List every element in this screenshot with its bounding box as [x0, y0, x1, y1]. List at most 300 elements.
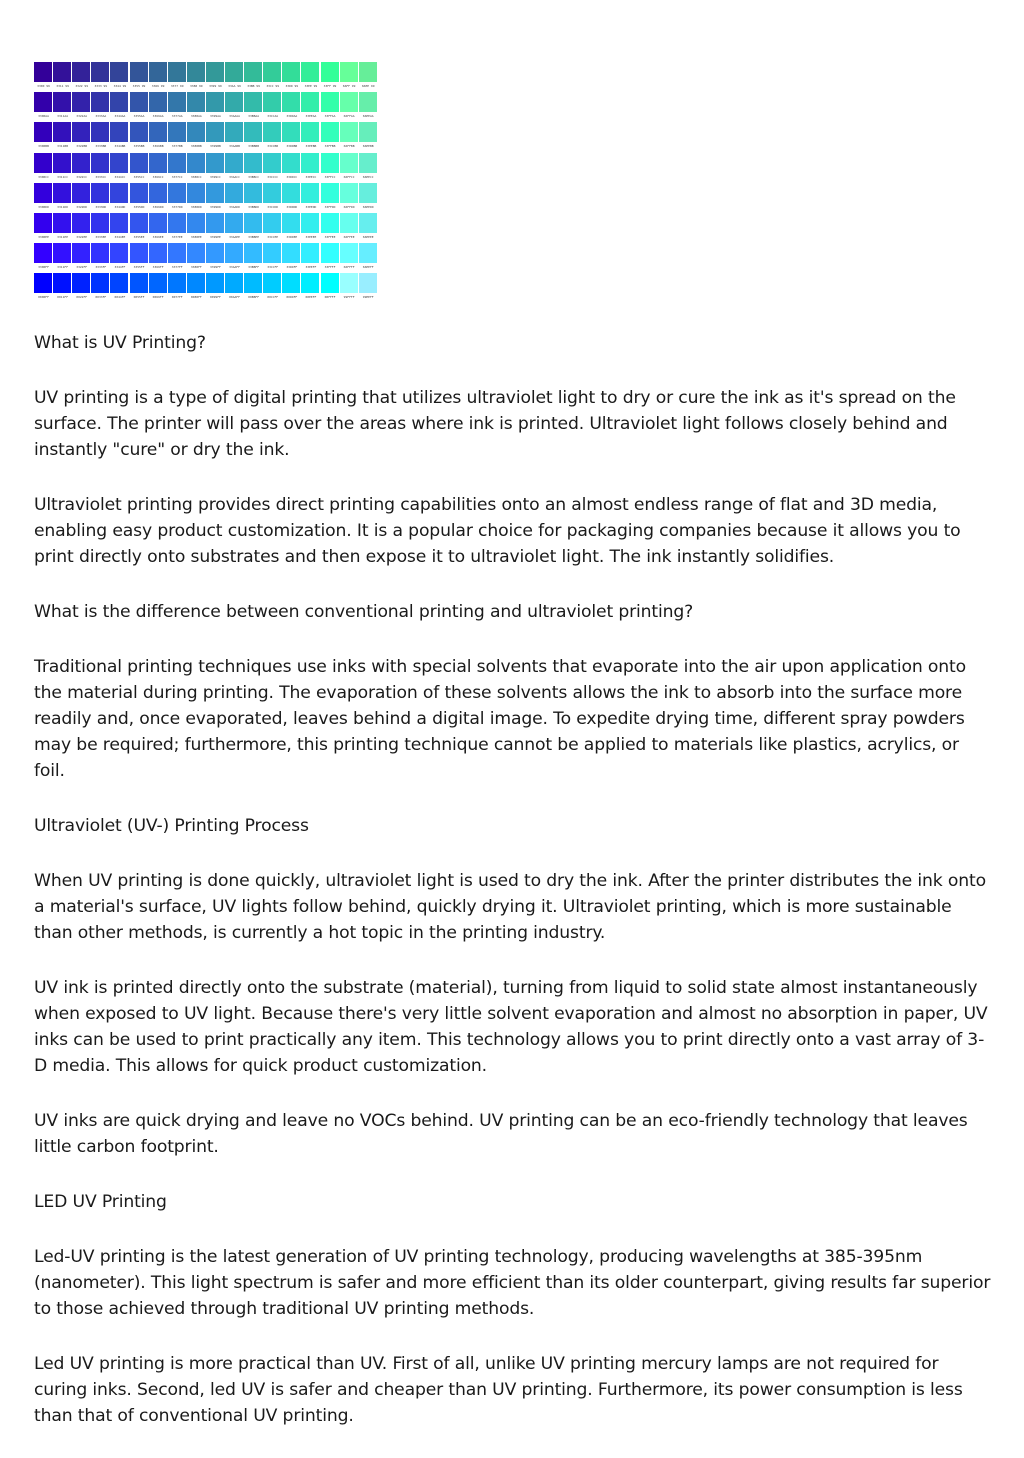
swatch-code-label: 33CCDD — [267, 204, 279, 209]
swatch-code-label: 3344 99 — [113, 84, 127, 88]
color-swatch — [282, 183, 300, 203]
swatch-row — [34, 183, 379, 213]
swatch-code-label: 3322 99 — [75, 84, 89, 88]
swatch-code-label: 33FFEE — [324, 235, 336, 239]
color-swatch — [110, 273, 128, 293]
color-swatch — [282, 122, 300, 142]
color-swatch — [321, 122, 339, 142]
color-swatch — [340, 243, 358, 263]
swatch-code-label: 33EEAA — [305, 114, 317, 119]
color-swatch — [301, 213, 319, 233]
swatch-code-label: 33DDAA — [286, 114, 298, 119]
color-swatch — [359, 92, 377, 112]
color-swatch — [340, 183, 358, 203]
color-swatch — [340, 122, 358, 142]
color-swatch — [91, 92, 109, 112]
swatch-code-label: 00BBFF — [248, 295, 260, 300]
swatch-code-label: 66EEEE — [362, 235, 374, 239]
section-heading: What is UV Printing? — [34, 333, 206, 353]
color-swatch — [263, 183, 281, 203]
color-swatch — [301, 62, 319, 82]
swatch-code-label: 33FFDD — [324, 204, 336, 209]
swatch-code-label: 33DDBB — [286, 144, 298, 149]
color-swatch — [206, 153, 224, 173]
swatch-code-label: 33EEEE — [305, 235, 317, 239]
color-swatch — [34, 243, 52, 263]
swatch-code-label: 33FFFF — [324, 265, 336, 270]
swatch-code-label: 33EEBB — [305, 144, 317, 149]
color-swatch — [244, 213, 262, 233]
swatch-code-label: 33EE 99 — [304, 84, 318, 88]
color-swatch — [168, 62, 186, 82]
color-swatch — [206, 122, 224, 142]
swatch-code-label: 66FFDD — [343, 204, 355, 209]
swatch-code-label: 66FFBB — [343, 144, 355, 149]
color-swatch — [53, 153, 71, 173]
color-swatch — [34, 153, 52, 173]
color-swatch — [263, 122, 281, 142]
swatch-code-label: 3366CC — [152, 174, 164, 179]
swatch-code-label: 3344AA — [114, 114, 126, 119]
swatch-code-label: 3355FF — [133, 265, 145, 270]
swatch-row — [34, 153, 379, 183]
swatch-code-label: 33DDCC — [286, 174, 298, 179]
swatch-row — [34, 243, 379, 273]
swatch-code-label: 3300DD — [38, 204, 49, 209]
swatch-code-label: 3388CC — [190, 174, 202, 179]
swatch-code-label: 33AAFF — [229, 265, 240, 270]
swatch-code-label: 3377EE — [171, 235, 183, 239]
color-swatch — [301, 122, 319, 142]
color-swatch — [321, 183, 339, 203]
color-swatch — [225, 122, 243, 142]
swatch-code-label: 3300FF — [38, 265, 49, 270]
swatch-code-label: 33FFAA — [324, 114, 336, 119]
color-swatch — [72, 122, 90, 142]
article-body — [34, 330, 994, 1458]
swatch-code-label: 3333AA — [95, 114, 107, 119]
color-swatch — [225, 273, 243, 293]
color-swatch — [206, 213, 224, 233]
color-swatch — [91, 122, 109, 142]
color-swatch — [168, 273, 186, 293]
color-swatch — [301, 243, 319, 263]
color-swatch — [359, 273, 377, 293]
color-swatch — [130, 183, 148, 203]
color-swatch — [359, 213, 377, 233]
color-swatch — [34, 213, 52, 233]
color-swatch — [110, 183, 128, 203]
color-swatch — [91, 62, 109, 82]
color-swatch — [53, 92, 71, 112]
color-swatch — [340, 92, 358, 112]
swatch-code-label: 66FFCC — [343, 174, 355, 179]
section-heading: LED UV Printing — [34, 1192, 167, 1212]
color-swatch — [149, 122, 167, 142]
swatch-code-label: 3355 99 — [132, 84, 146, 88]
paragraph: Led UV printing is more practical than UV. First of all, unlike UV printing mercury lamps are not required for curing inks. Second, led UV is safer and cheaper than UV printing. Furthermore, its power consumption is less than that of conventional UV printing. — [34, 1354, 963, 1426]
swatch-code-label: 33AAEE — [229, 235, 240, 239]
swatch-code-label: 3344EE — [114, 235, 126, 239]
swatch-code-label: 66FFAA — [343, 114, 355, 119]
color-swatch — [244, 62, 262, 82]
color-swatch — [72, 183, 90, 203]
color-swatch — [110, 153, 128, 173]
paragraph: UV ink is printed directly onto the substrate (material), turning from liquid to solid state almost instantaneously when exposed to UV light. Because there's very little solvent evaporation and almost no absorption in paper, UV inks can be used to print practically any item. This technology allows you to print directly onto a vast array of 3-D media. This allows for quick product customization. — [34, 978, 988, 1076]
color-swatch — [206, 273, 224, 293]
color-swatch — [53, 243, 71, 263]
swatch-code-label: 33CCCC — [267, 174, 279, 179]
color-swatch — [110, 62, 128, 82]
swatch-code-label: 33EECC — [305, 174, 317, 179]
swatch-code-label: 3322EE — [76, 235, 88, 239]
paragraph: Ultraviolet printing provides direct printing capabilities onto an almost endless range of flat and 3D media, enabling easy product customization. It is a popular choice for packaging companies because it allows you to print directly onto substrates and then expose it to ultraviolet light. The ink instantly solidifies. — [34, 495, 961, 567]
color-swatch — [263, 153, 281, 173]
swatch-code-label: 3344FF — [114, 265, 126, 270]
color-swatch — [168, 213, 186, 233]
color-swatch — [244, 183, 262, 203]
color-swatch — [340, 213, 358, 233]
swatch-code-label: 3344DD — [114, 204, 126, 209]
swatch-row — [34, 273, 379, 303]
color-swatch — [263, 213, 281, 233]
color-swatch — [168, 122, 186, 142]
color-swatch — [130, 92, 148, 112]
swatch-code-label: 33CC 99 — [266, 84, 280, 88]
color-swatch — [263, 92, 281, 112]
color-swatch — [130, 153, 148, 173]
swatch-code-label: 0044FF — [114, 295, 126, 300]
swatch-code-label: 3355DD — [133, 204, 145, 209]
swatch-code-label: 66EECC — [362, 174, 374, 179]
color-swatch — [340, 62, 358, 82]
color-swatch — [244, 243, 262, 263]
swatch-code-label: 3311DD — [57, 204, 69, 209]
swatch-code-label: 33AAAA — [229, 114, 240, 119]
color-swatch — [187, 243, 205, 263]
swatch-code-label: 3366DD — [152, 204, 164, 209]
swatch-code-label: 3366BB — [152, 144, 164, 149]
paragraph: Traditional printing techniques use inks with special solvents that evaporate into the air upon application onto the material during printing. The evaporation of these solvents allows the ink to absorb into the surface more readily and, once evaporated, leaves behind a digital image. To expedite drying time, different spray powders may be required; furthermore, this printing technique cannot be applied to materials like plastics, acrylics, or foil. — [34, 657, 966, 781]
color-swatch — [359, 122, 377, 142]
swatch-code-label: 3311 99 — [56, 84, 69, 88]
swatch-code-label: 33BBBB — [248, 144, 260, 149]
swatch-code-label: 33AA 99 — [228, 84, 241, 88]
color-swatch — [168, 243, 186, 263]
swatch-code-label: 33CCEE — [267, 235, 279, 239]
color-swatch — [321, 92, 339, 112]
color-swatch — [187, 183, 205, 203]
color-swatch — [225, 183, 243, 203]
color-swatch — [321, 273, 339, 293]
swatch-code-label: 66EEAA — [362, 114, 374, 119]
color-swatch — [149, 243, 167, 263]
color-swatch — [110, 92, 128, 112]
color-swatch — [53, 122, 71, 142]
swatch-code-label: 0022FF — [76, 295, 88, 300]
swatch-code-label: 3388DD — [190, 204, 202, 209]
swatch-code-label: 0000FF — [38, 295, 49, 300]
color-swatch — [359, 243, 377, 263]
swatch-code-label: 33DDEE — [286, 235, 298, 239]
swatch-code-label: 3322AA — [76, 114, 88, 119]
color-swatch — [53, 273, 71, 293]
swatch-code-label: 66EEDD — [362, 204, 374, 209]
color-swatch — [225, 153, 243, 173]
color-swatch — [206, 92, 224, 112]
color-swatch — [282, 62, 300, 82]
swatch-code-label: 33AACC — [229, 174, 240, 179]
swatch-row — [34, 92, 379, 122]
swatch-code-label: 3300AA — [38, 114, 49, 119]
swatch-code-label: 0011FF — [57, 295, 69, 300]
swatch-code-label: 00CCFF — [267, 295, 279, 300]
swatch-code-label: 3311EE — [57, 235, 69, 239]
color-swatch — [206, 243, 224, 263]
swatch-code-label: 3300 99 — [37, 84, 50, 88]
color-swatch — [34, 183, 52, 203]
swatch-code-label: 33BBCC — [248, 174, 260, 179]
swatch-code-label: 3355EE — [133, 235, 145, 239]
swatch-code-label: 33CCFF — [267, 265, 279, 270]
swatch-code-label: 3388AA — [190, 114, 202, 119]
color-swatch — [34, 62, 52, 82]
color-swatch — [149, 153, 167, 173]
swatch-row — [34, 122, 379, 152]
swatch-code-label: 3377AA — [171, 114, 183, 119]
swatch-code-label: 3355BB — [133, 144, 145, 149]
color-swatch — [282, 243, 300, 263]
color-swatch — [72, 92, 90, 112]
color-swatch — [301, 273, 319, 293]
swatch-code-label: 00FFFF — [324, 295, 336, 300]
color-swatch — [244, 273, 262, 293]
swatch-code-label: 00EEFF — [305, 295, 317, 300]
color-swatch — [225, 92, 243, 112]
color-swatch — [321, 153, 339, 173]
color-swatch — [91, 153, 109, 173]
color-swatch — [53, 183, 71, 203]
color-swatch — [321, 213, 339, 233]
color-swatch — [206, 62, 224, 82]
swatch-code-label: 3377BB — [171, 144, 183, 149]
swatch-code-label: 3399BB — [209, 144, 221, 149]
swatch-code-label: 33FF 99 — [323, 84, 337, 88]
color-swatch — [263, 62, 281, 82]
swatch-code-label: 33EEFF — [305, 265, 317, 270]
swatch-code-label: 66FFFF — [343, 265, 355, 270]
color-swatch — [321, 62, 339, 82]
color-swatch — [91, 243, 109, 263]
color-swatch — [263, 243, 281, 263]
color-swatch — [187, 273, 205, 293]
color-swatch — [34, 122, 52, 142]
swatch-code-label: 33AABB — [229, 144, 240, 149]
color-swatch — [72, 243, 90, 263]
color-swatch — [263, 273, 281, 293]
swatch-code-label: 3333FF — [95, 265, 107, 270]
color-swatch — [130, 273, 148, 293]
swatch-code-label: 3300EE — [38, 235, 49, 239]
swatch-code-label: 3399EE — [209, 235, 221, 239]
paragraph: When UV printing is done quickly, ultraviolet light is used to dry the ink. After the printer distributes the ink onto a material's surface, UV lights follow behind, quickly drying it. Ultraviolet printing, which is more sustainable than other methods, is currently a hot topic in the printing industry. — [34, 871, 986, 943]
swatch-code-label: 3355AA — [133, 114, 145, 119]
color-swatch — [130, 213, 148, 233]
color-swatch — [72, 153, 90, 173]
swatch-code-label: 3377 99 — [170, 84, 184, 88]
swatch-code-label: 66FFEE — [343, 235, 355, 239]
swatch-code-label: 3388FF — [190, 265, 202, 270]
swatch-code-label: 3322FF — [76, 265, 88, 270]
color-swatch — [340, 153, 358, 173]
color-swatch — [34, 92, 52, 112]
swatch-code-label: 0099FF — [209, 295, 221, 300]
color-swatch — [130, 122, 148, 142]
swatch-code-label: 33BBFF — [248, 265, 260, 270]
color-swatch — [359, 62, 377, 82]
color-swatch — [321, 243, 339, 263]
color-swatch — [91, 273, 109, 293]
swatch-row — [34, 62, 379, 92]
swatch-code-label: 3399CC — [209, 174, 221, 179]
swatch-code-label: 3366 99 — [151, 84, 165, 88]
color-swatch — [359, 153, 377, 173]
swatch-code-label: 33FFCC — [324, 174, 336, 179]
swatch-code-label: 3333BB — [95, 144, 107, 149]
swatch-code-label: 33DDDD — [286, 204, 298, 209]
color-swatch — [110, 122, 128, 142]
color-swatch — [187, 153, 205, 173]
color-swatch — [340, 273, 358, 293]
color-swatch — [301, 92, 319, 112]
swatch-code-label: 3333EE — [95, 235, 107, 239]
swatch-code-label: 33CCBB — [267, 144, 279, 149]
swatch-code-label: 3333DD — [95, 204, 107, 209]
swatch-code-label: 00AAFF — [229, 295, 240, 300]
color-swatch — [149, 213, 167, 233]
color-swatch — [149, 92, 167, 112]
swatch-code-label: 33CCAA — [267, 114, 279, 119]
color-swatch — [91, 213, 109, 233]
swatch-code-label: 33EEDD — [305, 204, 317, 209]
color-swatch — [130, 243, 148, 263]
swatch-code-label: 3344CC — [114, 174, 126, 179]
color-swatch — [187, 92, 205, 112]
swatch-code-label: 66FF 99 — [342, 84, 356, 88]
color-swatch — [72, 62, 90, 82]
swatch-code-label: 3399FF — [209, 265, 221, 270]
swatch-code-label: 0077FF — [171, 295, 183, 300]
swatch-code-label: 3333CC — [95, 174, 107, 179]
swatch-code-label: 3377DD — [171, 204, 183, 209]
color-swatch — [206, 183, 224, 203]
color-swatch — [149, 62, 167, 82]
swatch-code-label: 3366EE — [152, 235, 164, 239]
swatch-code-label: 3399AA — [209, 114, 221, 119]
swatch-code-label: 3388BB — [190, 144, 202, 149]
color-swatch — [72, 213, 90, 233]
swatch-code-label: 33BBDD — [248, 204, 260, 209]
swatch-code-label: 3333 99 — [94, 84, 108, 88]
color-swatch — [53, 62, 71, 82]
swatch-code-label: 0033FF — [95, 295, 107, 300]
swatch-code-label: 3388EE — [190, 235, 202, 239]
color-swatch — [282, 153, 300, 173]
swatch-code-label: 00DDFF — [286, 295, 298, 300]
swatch-code-label: 3311AA — [57, 114, 69, 119]
swatch-code-label: 3311FF — [57, 265, 69, 270]
swatch-code-label: 66EE 99 — [361, 84, 375, 88]
color-swatch — [110, 243, 128, 263]
swatch-code-label: 66EEBB — [362, 144, 374, 149]
color-swatch — [225, 213, 243, 233]
swatch-code-label: 33BBEE — [248, 235, 260, 239]
color-swatch — [168, 92, 186, 112]
color-swatch — [130, 62, 148, 82]
section-heading: What is the difference between conventional printing and ultraviolet printing? — [34, 602, 694, 622]
color-swatch — [34, 273, 52, 293]
swatch-code-label: 0055FF — [133, 295, 145, 300]
color-swatch — [225, 243, 243, 263]
swatch-code-label: 3311CC — [57, 174, 69, 179]
color-swatch — [53, 213, 71, 233]
swatch-code-label: 3377FF — [171, 265, 183, 270]
color-swatch — [187, 213, 205, 233]
color-swatch — [301, 183, 319, 203]
color-swatch — [168, 153, 186, 173]
color-swatch — [149, 183, 167, 203]
color-swatch — [244, 153, 262, 173]
color-swatch — [282, 92, 300, 112]
paragraph: Led-UV printing is the latest generation of UV printing technology, producing wavelengths at 385-395nm (nanometer). This light spectrum is safer and more efficient than its older counterpart, giving results far superior to those achieved through traditional UV printing methods. — [34, 1247, 991, 1319]
color-swatch — [149, 273, 167, 293]
swatch-code-label: 66EEFF — [362, 265, 374, 270]
swatch-code-label: 3399 99 — [209, 84, 222, 88]
color-swatch — [225, 62, 243, 82]
color-swatch — [359, 183, 377, 203]
swatch-code-label: 33DD 99 — [285, 84, 299, 88]
swatch-code-label: 0088FF — [190, 295, 202, 300]
swatch-code-label: 33DDFF — [286, 265, 298, 270]
swatch-code-label: 33BB 99 — [247, 84, 260, 88]
color-swatch — [110, 213, 128, 233]
section-heading: Ultraviolet (UV-) Printing Process — [34, 816, 309, 836]
swatch-code-label: 0066FF — [152, 295, 164, 300]
swatch-code-label: 3300BB — [38, 144, 49, 149]
swatch-code-label: 3322CC — [76, 174, 88, 179]
color-swatch — [168, 183, 186, 203]
swatch-code-label: 33FFBB — [324, 144, 336, 149]
paragraph: UV printing is a type of digital printing that utilizes ultraviolet light to dry or cure the ink as it's spread on the surface. The printer will pass over the areas where ink is printed. Ultraviolet light follows closely behind and instantly "cure" or dry the ink. — [34, 388, 956, 460]
swatch-code-label: 3388 99 — [189, 84, 203, 88]
color-swatch — [301, 153, 319, 173]
swatch-code-label: 33AADD — [229, 204, 240, 209]
color-swatch — [72, 273, 90, 293]
swatch-code-label: 3322BB — [76, 144, 88, 149]
swatch-code-label: 3322DD — [76, 204, 88, 209]
color-swatch — [282, 213, 300, 233]
color-swatch — [244, 92, 262, 112]
swatch-code-label: 3377CC — [171, 174, 183, 179]
color-swatch — [244, 122, 262, 142]
swatch-code-label: 99FFFF — [343, 295, 355, 300]
swatch-code-label: 3311BB — [57, 144, 69, 149]
color-swatch — [91, 183, 109, 203]
swatch-code-label: 3355CC — [133, 174, 145, 179]
swatch-code-label: 3366FF — [152, 265, 164, 270]
color-swatch — [282, 273, 300, 293]
swatch-row — [34, 213, 379, 243]
